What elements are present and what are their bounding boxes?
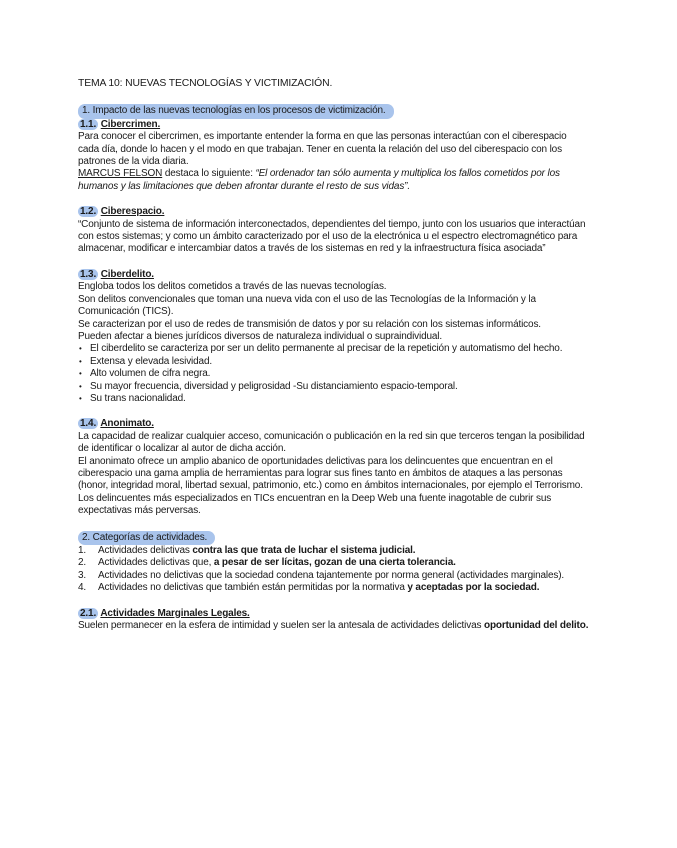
paragraph-bold-text: oportunidad del delito. (484, 620, 589, 632)
list-item (78, 582, 590, 594)
item-bold-text: contra las que trata de luchar el sistema judicial. (192, 545, 416, 556)
paragraph: Son delitos convencionales que toman una nueva vida con el uso de las Tecnologías de la Información y la Comunicación (TICS). (78, 293, 536, 318)
paragraph: Pueden afectar a bienes jurídicos diversos de naturaleza individual o supraindividual. (78, 330, 442, 342)
felson-quote (78, 168, 590, 193)
paragraph: Se caracterizan por el uso de redes de transmisión de datos y por su relación con los sistemas informáticos. (78, 318, 541, 330)
ciberdelito-bullet-list (78, 343, 590, 405)
list-item: • Su trans nacionalidad. (78, 393, 590, 405)
subsection-1-2-text: “Conjunto de sistema de información interconectados, dependientes del tiempo, junto con los usuarios que interactúan con estos sistemas; y como un ámbito caracterizado por el uso de la electrónica u el espectro electromagnético para almacenar, modificar e intercambiar datos a través de los sistemas en red y la infraestructura física asociada” (78, 218, 586, 255)
subsection-number: 1.1. (80, 118, 97, 130)
paragraph: Los delincuentes más especializados en TICs encuentran en la Deep Web una fuente inagotable de cubrir sus expectativas más perversas. (78, 492, 552, 517)
section-1-heading: 1. Impacto de las nuevas tecnologías en los procesos de victimización. (78, 104, 394, 118)
subsection-title: Anonimato. (100, 418, 154, 430)
item-number: 1. (78, 545, 87, 556)
subsection-number: 2.1. (80, 607, 97, 619)
section-2-heading: 2. Categorías de actividades. (78, 531, 215, 545)
paragraph-text: Suelen permanecer en la esfera de intimidad y suelen ser la antesala de actividades delictivas (78, 620, 484, 632)
item-bold-text: a pesar de ser lícitas, gozan de una cierta tolerancia. (213, 557, 456, 569)
item-number: 3. (78, 569, 87, 581)
item-number: 2. (78, 557, 87, 569)
item-number: 4. (78, 582, 87, 594)
document-title: TEMA 10: NUEVAS TECNOLOGÍAS Y VICTIMIZACIÓN. (78, 78, 333, 89)
quote-text: “El ordenador tan sólo aumenta y multiplica los fallos cometidos por los humanos y las limitaciones que deben afrontar durante el resto de sus vidas”. (78, 168, 560, 192)
item-text: Actividades delictivas (98, 545, 193, 556)
subsection-1-3-heading (78, 269, 590, 281)
paragraph: El anonimato ofrece un amplio abanico de oportunidades delictivas para los delincuentes que encuentran en el ciberespacio una gama amplia de herramientas para lograr sus fines tanto en ámbitos de ataques a las personas (honor, integridad moral, libertad sexual, patrimonio, etc.) como en ámbitos internacionales, por ejemplo el Terrorismo. (78, 455, 583, 492)
subsection-1-1-text: Para conocer el cibercrimen, es importante entender la forma en que las personas interactúan con el ciberespacio cada día, donde lo hacen y el modo en que trabajan. Tener en cuenta la relación del uso del ciberespacio con los patrones de la vida diaria. (78, 131, 567, 168)
subsection-1-2-heading (78, 206, 590, 218)
list-item (78, 557, 590, 569)
subsection-title: Ciberespacio. (100, 206, 165, 218)
quote-author: MARCUS FELSON (78, 168, 163, 180)
item-text: Actividades delictivas que, (98, 557, 214, 569)
list-item: • Su mayor frecuencia, diversidad y peligrosidad -Su distanciamiento espacio-temporal. (78, 381, 590, 393)
item-text: Actividades no delictivas que la sociedad condena tajantemente por norma general (actividades marginales). (98, 569, 565, 581)
item-text: Actividades no delictivas que también están permitidas por la normativa (98, 582, 408, 594)
subsection-1-1-heading (78, 119, 590, 131)
list-item: • Alto volumen de cifra negra. (78, 368, 590, 380)
paragraph: La capacidad de realizar cualquier acceso, comunicación o publicación en la red sin que terceros tengan la posibilidad de identificar o localizar al autor de dicha acción. (78, 430, 585, 455)
list-item: • El ciberdelito se caracteriza por ser un delito permanente al precisar de la repetición y automatismo del hecho. (78, 343, 590, 355)
subsection-2-1-text (78, 620, 590, 632)
document-page (78, 78, 590, 632)
item-bold-text: y aceptadas por la sociedad. (407, 582, 540, 594)
subsection-title: Cibercrimen. (100, 118, 161, 130)
subsection-title: Actividades Marginales Legales. (100, 607, 250, 619)
categories-numbered-list (78, 545, 590, 595)
list-item: • Extensa y elevada lesividad. (78, 356, 590, 368)
subsection-1-4-heading (78, 418, 590, 430)
subsection-title: Ciberdelito. (100, 268, 154, 280)
subsection-number: 1.2. (80, 206, 97, 218)
paragraph: Engloba todos los delitos cometidos a través de las nuevas tecnologías. (78, 281, 387, 293)
quote-lead: destaca lo siguiente: (162, 168, 256, 180)
list-item (78, 570, 590, 582)
subsection-number: 1.3. (80, 268, 97, 280)
subsection-2-1-heading (78, 608, 590, 620)
list-item (78, 545, 590, 557)
subsection-number: 1.4. (80, 418, 97, 430)
